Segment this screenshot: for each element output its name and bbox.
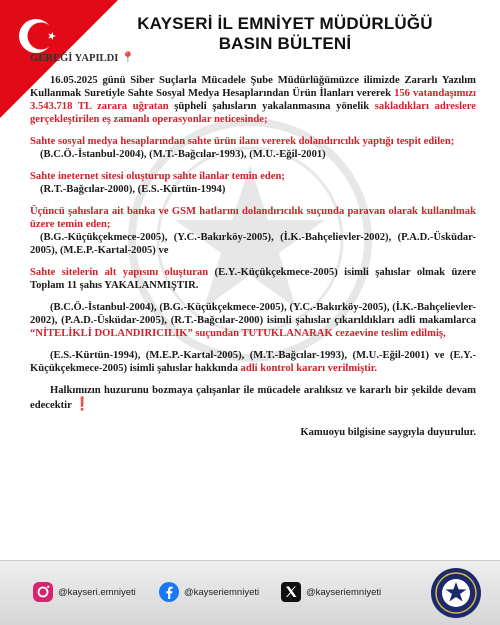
signature: Kamuoyu bilgisine saygıyla duyurulur. [300, 427, 476, 438]
control-text: (E.S.-Kürtün-1994), (M.E.P.-Kartal-2005), (M.T.-Bağcılar-1993), (M.U.-Eğil-2001) ve (E.Y.-Küçükçekmece-2005) isimli şahıslar hakkında [30, 350, 476, 374]
group-2 [30, 170, 476, 196]
group-1 [30, 135, 476, 161]
intro-text-2: şüpheli şahısların yakalanmasına yönelik [168, 101, 375, 112]
total-text: (E.Y.-Küçükçekmece-2005) isimli şahıslar olmak üzere Toplam 11 şahıs YAKALANMIŞTIR. [30, 267, 476, 291]
group-3 [30, 205, 476, 257]
facebook-link[interactable] [158, 581, 259, 603]
group-1-names: (B.C.Ö.-İstanbul-2004), (M.T.-Bağcılar-1993), (M.U.-Eğil-2001) [40, 149, 326, 160]
x-link[interactable] [280, 581, 381, 603]
facebook-icon [158, 581, 180, 603]
instagram-icon [32, 581, 54, 603]
total-paragraph [30, 266, 476, 292]
bulletin-body [30, 52, 476, 439]
instagram-link[interactable] [32, 581, 136, 603]
arrest-paragraph [30, 301, 476, 340]
page-title [120, 14, 450, 54]
group-1-heading: Sahte sosyal medya hesaplarından sahte ürün ilanı vererek dolandırıcılık yaptığı tespit edilen; [30, 136, 455, 147]
facebook-handle: @kayseriemniyeti [184, 586, 260, 598]
control-highlight: adli kontrol kararı verilmiştir. [240, 363, 378, 374]
operation-highlight: sakladıkları adreslere gerçekleştirilen eş zamanlı operasyonlar neticesinde; [30, 101, 476, 125]
arrest-highlight: “NİTELİKLİ DOLANDIRICILIK” suçundan TUTUKLANARAK cezaevine teslim edilmiş, [30, 328, 446, 339]
total-highlight: Sahte sitelerin alt yapısını oluşturan [30, 267, 209, 278]
footer-bar [0, 560, 500, 625]
kayseri-police-badge-icon [430, 567, 482, 619]
intro-paragraph [30, 74, 476, 126]
title-line-2: BASIN BÜLTENİ [218, 34, 352, 53]
closing-paragraph [30, 384, 476, 412]
group-2-heading: Sahte ineternet sitesi oluşturup sahte ilanlar temin eden; [30, 171, 285, 182]
x-handle: @kayseriemniyeti [306, 586, 382, 598]
note-label: GEREĞİ YAPILDI [30, 53, 119, 64]
intro-text: 16.05.2025 günü Siber Suçlarla Mücadele Şube Müdürlüğümüzce ilimizde Zararlı Yazılım Kullanmak Suretiyle Sahte Sosyal Medya Hesaplarından Ürün İlanları vererek [30, 75, 476, 99]
title-line-1: KAYSERİ İL EMNİYET MÜDÜRLÜĞÜ [137, 14, 433, 33]
note [30, 52, 476, 65]
instagram-handle: @kayseri.emniyeti [58, 586, 136, 598]
group-2-names: (R.T.-Bağcılar-2000), (E.S.-Kürtün-1994) [40, 184, 226, 195]
group-3-heading: Üçüncü şahıslara ait banka ve GSM hatlarını dolandırıcılık suçunda paravan olarak kullanılmak üzere temin eden; [30, 206, 476, 230]
pin-icon: 📍 [121, 52, 135, 64]
closing-text: Halkımızın huzurunu bozmaya çalışanlar ile mücadele aralıksız ve kararlı bir şekilde devam edecektir [30, 385, 476, 411]
exclamation-icon: ❗ [74, 396, 91, 411]
damage-highlight: 156 vatandaşımızı 3.543.718 TL zarara uğratan [30, 88, 476, 112]
x-icon [280, 581, 302, 603]
arrest-text: (B.C.Ö.-İstanbul-2004), (B.G.-Küçükçekmece-2005), (Y.C.-Bakırköy-2005), (İ.K.-Bahçelievler-2002), (P.A.D.-Üsküdar-2005), (R.T.-Bağcılar-2000) isimli şahıslar çıkarıldıkları adli makamlarca [30, 302, 476, 326]
group-3-names: (B.G.-Küçükçekmece-2005), (Y.C.-Bakırköy-2005), (İ.K.-Bahçelievler-2002), (P.A.D.-Üsküdar-2005), (M.E.P.-Kartal-2005) ve [30, 232, 476, 256]
control-paragraph [30, 349, 476, 375]
